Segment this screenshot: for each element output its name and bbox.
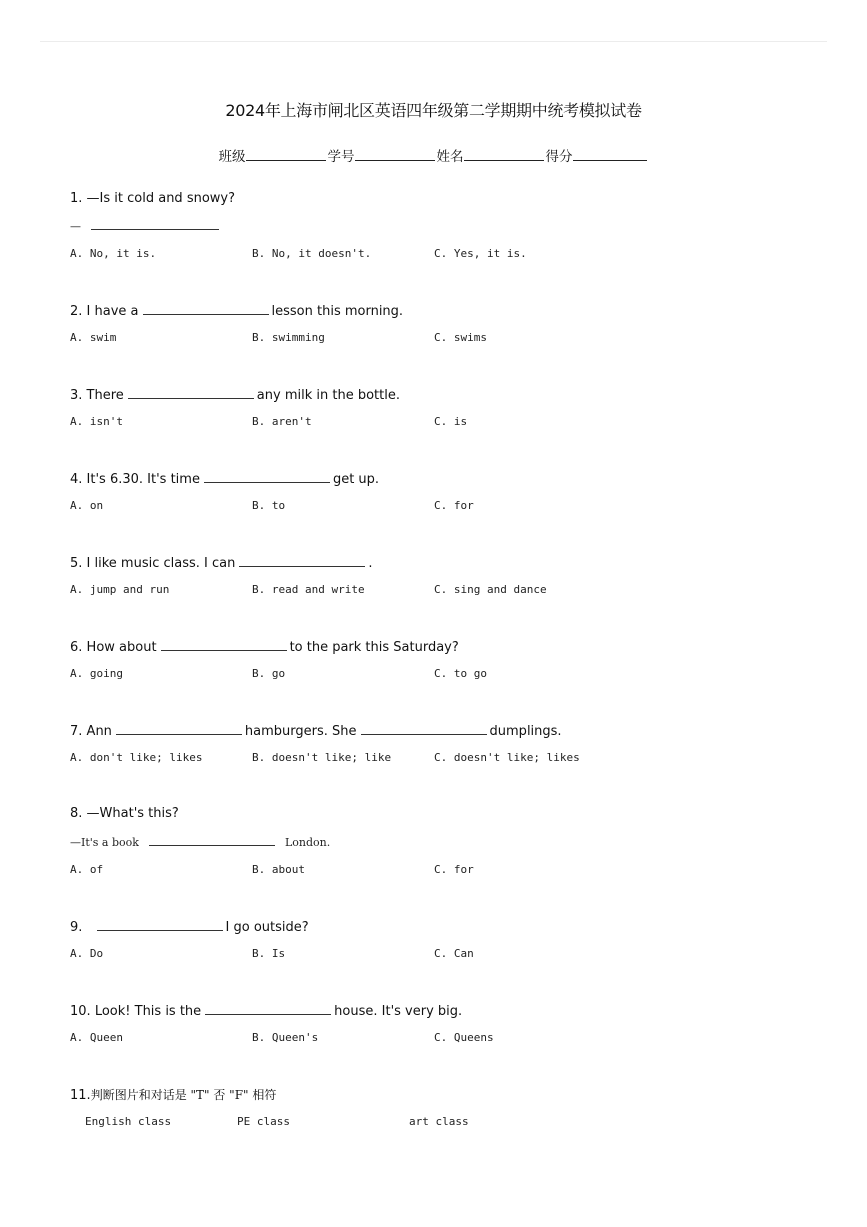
- option-b[interactable]: B. aren't: [252, 415, 312, 428]
- option-b[interactable]: B. about: [252, 863, 305, 876]
- question-text-post: lesson this morning.: [271, 304, 404, 319]
- name-field[interactable]: [464, 146, 544, 161]
- option-a[interactable]: A. isn't: [70, 415, 123, 428]
- question-number: 5.: [70, 556, 83, 571]
- option-c[interactable]: C. is: [434, 415, 468, 428]
- answer-blank-2[interactable]: [361, 722, 487, 735]
- option-a[interactable]: A. don't like; likes: [70, 751, 203, 764]
- option-c[interactable]: C. swims: [434, 331, 487, 344]
- question-number: 6.: [70, 640, 83, 655]
- question-text-pre: I like music class. I can: [86, 556, 236, 571]
- question-2: [70, 302, 403, 319]
- question-text: —Is it cold and snowy?: [86, 191, 236, 206]
- option-c[interactable]: C. Yes, it is.: [434, 247, 527, 260]
- question-5: [70, 554, 373, 571]
- score-field[interactable]: [573, 146, 647, 161]
- picture-label-2: PE class: [237, 1115, 290, 1128]
- answer-blank[interactable]: [128, 386, 254, 399]
- question-text-mid: hamburgers. She: [244, 724, 357, 739]
- class-label: 班级: [218, 149, 246, 165]
- picture-label-1: English class: [85, 1115, 172, 1128]
- question-10: [70, 1002, 462, 1019]
- question-1: [70, 191, 235, 206]
- name-label: 姓名: [436, 149, 464, 165]
- option-c[interactable]: C. for: [434, 863, 474, 876]
- option-b[interactable]: B. No, it doesn't.: [252, 247, 372, 260]
- question-text-post: .: [368, 556, 373, 571]
- header-rule: [40, 41, 827, 42]
- answer-blank[interactable]: [239, 554, 365, 567]
- question-number: 9.: [70, 920, 83, 935]
- question-number: 4.: [70, 472, 83, 487]
- question-6: [70, 638, 459, 655]
- question-8: [70, 806, 179, 821]
- question-text-post: dumplings.: [489, 724, 562, 739]
- question-number: 1.: [70, 191, 83, 206]
- option-a[interactable]: A. on: [70, 499, 104, 512]
- answer-blank[interactable]: [97, 918, 223, 931]
- number-field[interactable]: [355, 146, 435, 161]
- question-text-post: get up.: [332, 472, 380, 487]
- question-number: 11.: [70, 1088, 91, 1103]
- question-text: 判断图片和对话是 "T" 否 "F" 相符: [90, 1088, 277, 1102]
- answer-blank[interactable]: [149, 835, 275, 846]
- question-number: 3.: [70, 388, 83, 403]
- student-info-line: [0, 145, 867, 165]
- option-c[interactable]: C. doesn't like; likes: [434, 751, 580, 764]
- option-c[interactable]: C. Queens: [434, 1031, 494, 1044]
- option-b[interactable]: B. Queen's: [252, 1031, 319, 1044]
- picture-label-3: art class: [409, 1115, 469, 1128]
- question-text-pre: I have a: [86, 304, 139, 319]
- option-c[interactable]: C. to go: [434, 667, 487, 680]
- option-a[interactable]: A. jump and run: [70, 583, 170, 596]
- question-text-post: house. It's very big.: [334, 1004, 463, 1019]
- question-text-post: any milk in the bottle.: [256, 388, 400, 403]
- question-text-pre: Look! This is the: [94, 1004, 202, 1019]
- option-c[interactable]: C. for: [434, 499, 474, 512]
- page-title: 2024年上海市闸北区英语四年级第二学期期中统考模拟试卷: [225, 101, 642, 120]
- option-a[interactable]: A. Queen: [70, 1031, 123, 1044]
- answer-blank[interactable]: [161, 638, 287, 651]
- question-text-pre: There: [86, 388, 124, 403]
- reply-text-pre: —It's a book: [70, 836, 139, 849]
- option-b[interactable]: B. go: [252, 667, 286, 680]
- option-a[interactable]: A. Do: [70, 947, 104, 960]
- question-number: 2.: [70, 304, 83, 319]
- answer-blank[interactable]: [143, 302, 269, 315]
- reply-dash: —: [70, 220, 81, 233]
- answer-blank[interactable]: [204, 470, 330, 483]
- option-c[interactable]: C. Can: [434, 947, 474, 960]
- option-b[interactable]: B. to: [252, 499, 286, 512]
- option-b[interactable]: B. read and write: [252, 583, 365, 596]
- reply-text-post: London.: [284, 836, 331, 849]
- option-a[interactable]: A. going: [70, 667, 123, 680]
- question-text-pre: How about: [86, 640, 157, 655]
- question-number: 7.: [70, 724, 83, 739]
- question-9: [70, 918, 309, 935]
- question-3: [70, 386, 400, 403]
- option-b[interactable]: B. Is: [252, 947, 286, 960]
- option-c[interactable]: C. sing and dance: [434, 583, 547, 596]
- question-number: 10.: [70, 1004, 91, 1019]
- number-label: 学号: [327, 149, 355, 165]
- option-a[interactable]: A. No, it is.: [70, 247, 157, 260]
- option-a[interactable]: A. of: [70, 863, 104, 876]
- option-b[interactable]: B. swimming: [252, 331, 325, 344]
- question-text-post: I go outside?: [225, 920, 309, 935]
- question-1-reply: [70, 219, 229, 233]
- question-text-pre: It's 6.30. It's time: [86, 472, 200, 487]
- question-8-reply: [70, 835, 330, 849]
- answer-blank[interactable]: [91, 219, 219, 230]
- answer-blank[interactable]: [205, 1002, 331, 1015]
- question-text: —What's this?: [86, 806, 179, 821]
- question-text-pre: Ann: [86, 724, 112, 739]
- question-11: [70, 1086, 276, 1103]
- score-label: 得分: [545, 149, 573, 165]
- question-7: [70, 722, 562, 739]
- question-number: 8.: [70, 806, 83, 821]
- option-a[interactable]: A. swim: [70, 331, 117, 344]
- answer-blank-1[interactable]: [116, 722, 242, 735]
- question-4: [70, 470, 379, 487]
- option-b[interactable]: B. doesn't like; like: [252, 751, 392, 764]
- question-text-post: to the park this Saturday?: [289, 640, 459, 655]
- class-field[interactable]: [246, 146, 326, 161]
